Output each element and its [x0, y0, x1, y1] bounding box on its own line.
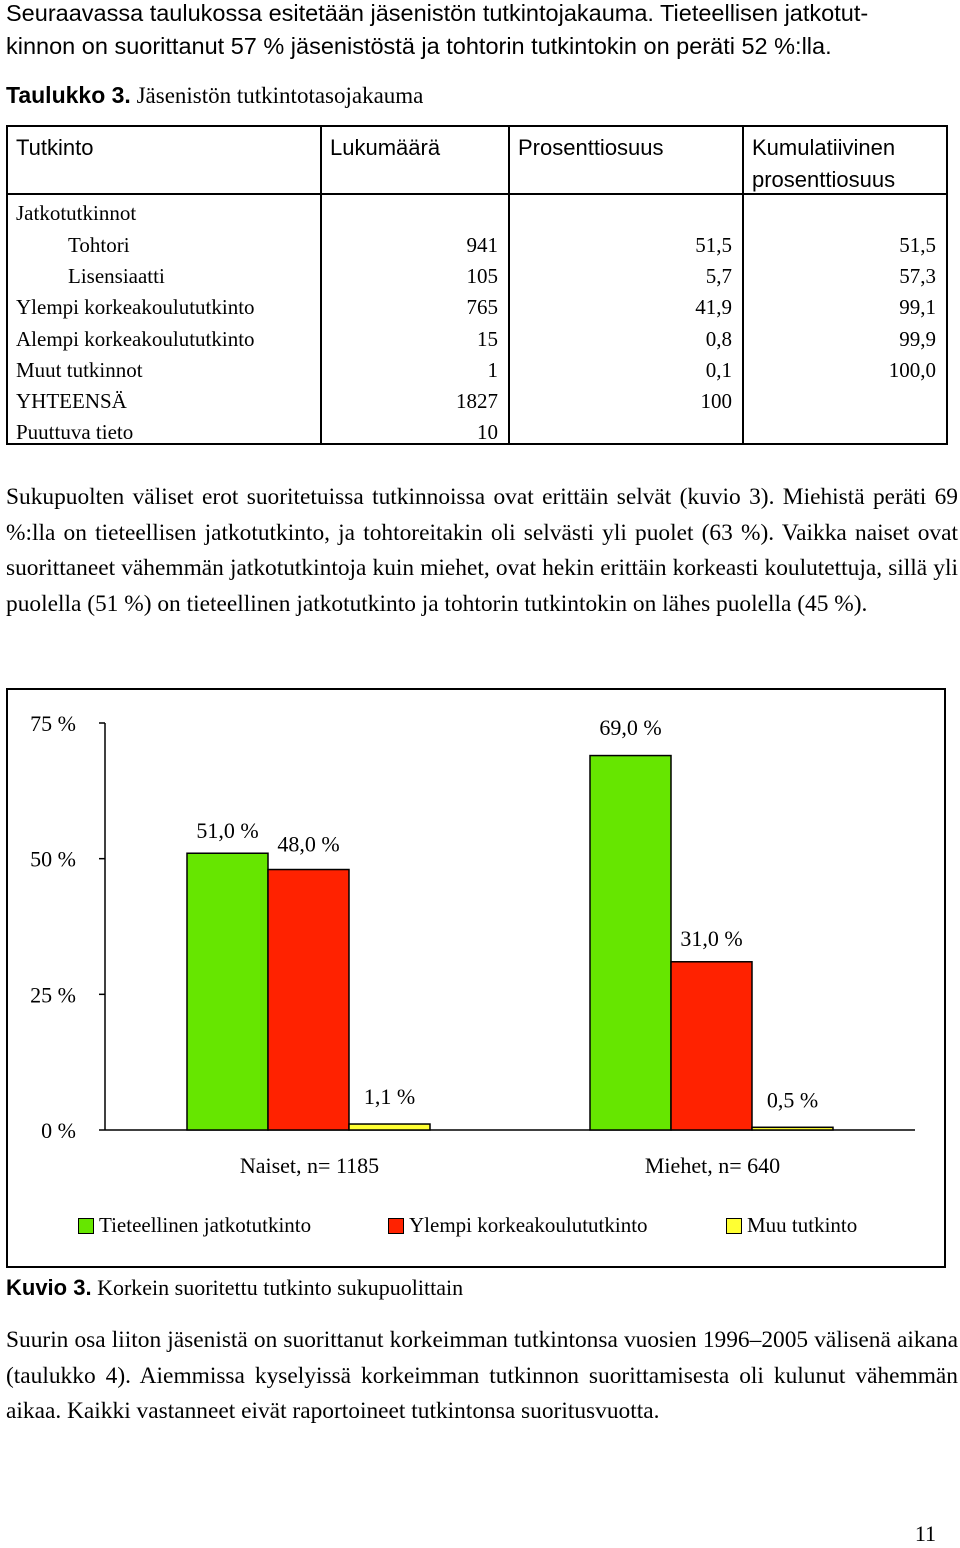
table-cell-count: 1: [487, 357, 498, 382]
table-row-label: Ylempi korkeakoulututkinto: [16, 295, 255, 320]
data-label: 48,0 %: [277, 831, 340, 857]
intro-line-1: Seuraavassa taulukossa esitetään jäsenistön tutkintojakauma. Tieteellisen jatkotut-: [6, 0, 869, 26]
table-cell-count: 105: [466, 264, 498, 289]
table-cell-count: 765: [466, 295, 498, 320]
table-cell-count: 1827: [456, 389, 498, 413]
figure-caption-text: Korkein suoritettu tutkinto sukupuolittain: [97, 1275, 464, 1300]
table-caption-text: Jäsenistön tutkintotasojakauma: [136, 83, 424, 108]
table-cell-cumulative: 99,9: [899, 326, 936, 351]
table-row-label: YHTEENSÄ: [16, 389, 127, 413]
header-tutkinto: Tutkinto: [16, 135, 94, 160]
paragraph-2: Suurin osa liiton jäsenistä on suorittanut korkeimman tutkintonsa vuosien 1996–2005 välisenä aikana (taulukko 4). Aiemmissa kyselyissä korkeimman tutkinnon suorittamisesta oli kulunut vähemmän aikaa. Kaikki vastanneet eivät raportoineet tutkintonsa suoritusvuotta.: [6, 1327, 958, 1424]
table-caption-label: Taulukko 3.: [6, 82, 131, 108]
table-cell-cumulative: 99,1: [899, 295, 936, 320]
table-row-label: Alempi korkeakoulututkinto: [16, 326, 255, 351]
legend-label-jatkotutkinto: Tieteellinen jatkotutkinto: [99, 1213, 312, 1237]
table-row-label: Puuttuva tieto: [16, 420, 134, 445]
category-label: Naiset, n= 1185: [239, 1153, 380, 1178]
table-cell-cumulative: 57,3: [899, 264, 936, 289]
page-number: 11: [914, 1521, 936, 1546]
table-cell-count: 15: [477, 326, 498, 351]
intro-line-2: kinnon on suorittanut 57 % jäsenistöstä ja tohtorin tutkintokin on peräti 52 %:lla.: [6, 33, 832, 59]
table-cell-count: 10: [477, 420, 498, 445]
category-label: Miehet, n= 640: [644, 1153, 781, 1178]
bar-naiset-0: [187, 853, 268, 1130]
y-tick-label: 25 %: [30, 982, 76, 1008]
data-label: 31,0 %: [680, 925, 743, 951]
table-cell-percent: 0,8: [705, 326, 732, 351]
table-cell-count: 941: [466, 233, 498, 257]
bar-miehet-2: [752, 1127, 833, 1130]
y-tick-label: 50 %: [30, 846, 76, 872]
bar-naiset-1: [268, 870, 349, 1130]
header-lukumaara: Lukumäärä: [330, 135, 441, 160]
bar-naiset-2: [349, 1124, 430, 1130]
legend-swatch-red: [388, 1218, 404, 1234]
table-cell-percent: 51,5: [695, 233, 732, 257]
table-cell-cumulative: 51,5: [899, 233, 936, 257]
paragraph-1: Sukupuolten väliset erot suoritetuissa tutkinnoissa ovat erittäin selvät (kuvio 3). Miehistä peräti 69 %:lla on tieteellisen jatkotutkinto, ja tohtoreitakin oli selvästi yli puolet (63 %). Vaikka naiset ovat suorittaneet vähemmän jatkotutkintoja kuin miehet, ovat hekin erittäin korkeasti koulutettuja, sillä yli puolella (51 %) on tieteellinen jatkotutkinto ja tohtorin tutkintokin on lähes puolella (45 %).: [6, 484, 958, 617]
header-kumulatiivinen-2: prosenttiosuus: [752, 167, 896, 192]
legend-swatch-green: [78, 1218, 94, 1234]
table-cell-percent: 41,9: [695, 295, 732, 320]
table-cell-percent: 0,1: [705, 357, 732, 382]
table-row-label: Muut tutkinnot: [16, 357, 143, 382]
table-cell-percent: 5,7: [705, 264, 732, 289]
table-row-label: Tohtori: [68, 233, 130, 257]
bar-miehet-1: [671, 962, 752, 1130]
data-label: 51,0 %: [196, 818, 259, 844]
legend-item-ylempi: [388, 1213, 648, 1238]
bar-miehet-0: [590, 756, 671, 1130]
figure-caption: [6, 1275, 463, 1301]
data-label: 69,0 %: [599, 715, 662, 740]
y-tick-label: 75 %: [30, 711, 76, 736]
header-kumulatiivinen: Kumulatiivinen: [752, 135, 896, 160]
legend-item-jatkotutkinto: [78, 1213, 311, 1238]
legend-swatch-yellow: [726, 1218, 742, 1234]
legend-item-muu: [726, 1213, 857, 1238]
group-label-jatkotutkinnot: Jatkotutkinnot: [16, 201, 137, 225]
table-cell-percent: 100: [700, 389, 732, 413]
data-label: 0,5 %: [766, 1087, 819, 1113]
table-row-label: Lisensiaatti: [68, 264, 165, 289]
legend-label-ylempi: Ylempi korkeakoulututkinto: [409, 1213, 648, 1237]
figure-caption-label: Kuvio 3.: [6, 1275, 92, 1300]
header-prosenttiosuus: Prosenttiosuus: [518, 135, 664, 160]
data-label: 1,1 %: [363, 1084, 416, 1110]
table-cell-cumulative: 100,0: [888, 357, 936, 382]
y-tick-label: 0 %: [41, 1118, 76, 1143]
legend-label-muu: Muu tutkinto: [747, 1213, 858, 1237]
